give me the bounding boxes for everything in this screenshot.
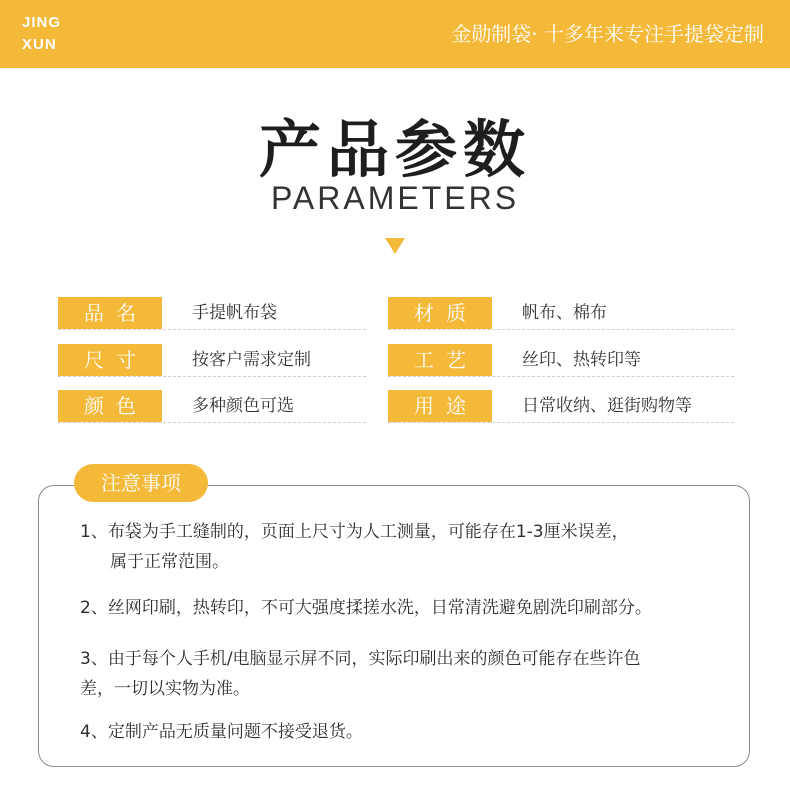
param-label: 颜色 xyxy=(58,390,162,422)
param-value: 日常收纳、逛街购物等 xyxy=(522,396,692,416)
param-row-material xyxy=(388,297,734,330)
param-label: 品名 xyxy=(58,297,162,329)
brand-logo xyxy=(22,12,61,56)
notice-line: 1、布袋为手工缝制的，页面上尺寸为人工测量，可能存在1-3厘米误差， xyxy=(80,522,629,542)
param-row-usage xyxy=(388,390,734,423)
down-arrow-icon xyxy=(385,238,405,254)
notice-item xyxy=(80,517,750,577)
header-slogan: 金勋制袋· 十多年来专注手提袋定制 xyxy=(451,22,764,46)
notice-item xyxy=(80,593,750,623)
logo-line-1: JING xyxy=(22,14,62,31)
header-bar xyxy=(0,0,790,68)
notice-line: 2、丝网印刷，热转印，不可大强度揉搓水洗，日常清洗避免剧洗印刷部分。 xyxy=(80,598,652,618)
notice-line: 4、定制产品无质量问题不接受退货。 xyxy=(80,722,363,742)
notice-line: 3、由于每个人手机/电脑显示屏不同，实际印刷出来的颜色可能存在些许色 xyxy=(80,649,641,669)
param-row-color xyxy=(58,390,366,423)
param-label: 材质 xyxy=(388,297,492,329)
param-row-craft xyxy=(388,344,734,377)
notice-line: 差，一切以实物为准。 xyxy=(80,679,250,699)
param-value: 手提帆布袋 xyxy=(192,303,277,323)
notice-title: 注意事项 xyxy=(74,464,208,502)
param-row-size xyxy=(58,344,366,377)
param-value: 帆布、棉布 xyxy=(522,303,607,323)
notice-item xyxy=(80,717,750,747)
param-label: 尺寸 xyxy=(58,344,162,376)
param-label: 用途 xyxy=(388,390,492,422)
param-value: 丝印、热转印等 xyxy=(522,350,641,370)
param-label: 工艺 xyxy=(388,344,492,376)
notice-line: 属于正常范围。 xyxy=(110,552,229,572)
param-row-name xyxy=(58,297,366,330)
section-subtitle: PARAMETERS xyxy=(270,180,520,216)
notice-item xyxy=(80,644,750,704)
logo-line-2: XUN xyxy=(22,36,57,53)
param-value: 多种颜色可选 xyxy=(192,396,294,416)
param-value: 按客户需求定制 xyxy=(192,350,311,370)
section-title: 产品参数 xyxy=(258,113,531,186)
